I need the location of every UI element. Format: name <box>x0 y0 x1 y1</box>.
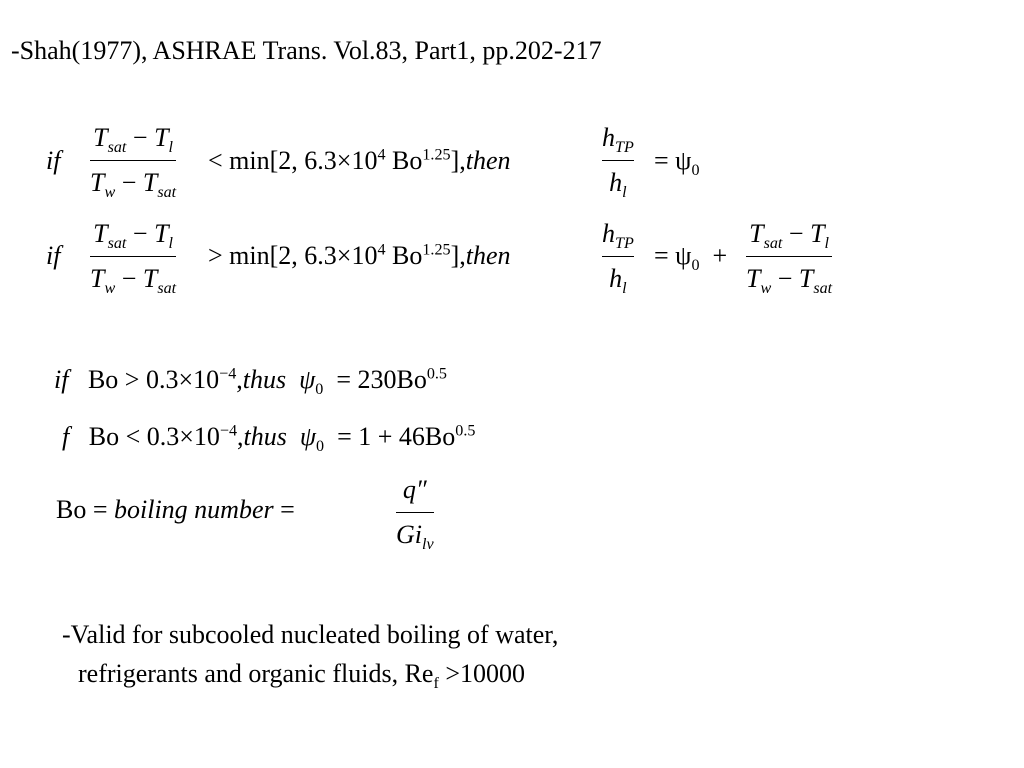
eq1-ratio-numerator: $T_{sat} - T_l$ <box>93 123 174 157</box>
eq1-hl: $h_l$ <box>609 168 627 202</box>
eq5-denominator: $Gi_{lv}$ <box>396 520 434 554</box>
eq5-numerator: q″ <box>402 475 427 504</box>
eq1-htp: $h_{TP}$ <box>602 123 634 157</box>
eq5-heat-flux-ratio <box>396 475 434 554</box>
eq5-lhs: Bo = boiling number = <box>56 495 295 524</box>
eq2-ratio-fraction-bar <box>90 256 176 257</box>
eq2-htp: $h_{TP}$ <box>602 219 634 253</box>
eq2-added-denominator: $T_w - T_{sat}$ <box>746 264 833 298</box>
note-line-1: -Valid for subcooled nucleated boiling of water, <box>62 620 559 649</box>
equation-4: f $Bo < 0.3\times 10^{-4},thus$ $\psi_0 = 1 + 46Bo^{0.5}$ <box>62 422 476 456</box>
eq2-added-temperature-ratio <box>746 219 833 298</box>
eq2-condition: > min[2, $6.3\times 10^4$ $Bo^{1.25}],then$ <box>208 241 511 270</box>
eq2-heat-transfer-ratio <box>602 219 634 298</box>
validity-note <box>62 615 558 693</box>
eq2-ratio-denominator: $T_w - T_{sat}$ <box>90 264 177 298</box>
eq2-temperature-ratio <box>90 219 177 298</box>
eq2-result: = $\psi_0$ + <box>654 241 728 275</box>
note-line-2: refrigerants and organic fluids, $Re_f >10000$ <box>78 659 526 693</box>
eq2-hl: $h_l$ <box>609 264 627 298</box>
eq1-temperature-ratio <box>90 123 177 202</box>
equation-3: if $Bo > 0.3\times 10^{-4},thus$ $\psi_0 = 230Bo^{0.5}$ <box>54 365 447 399</box>
eq2-h-fraction-bar <box>602 256 634 257</box>
eq2-if: if <box>46 241 61 270</box>
eq1-ratio-denominator: $T_w - T_{sat}$ <box>90 168 177 202</box>
eq2-ratio-numerator: $T_{sat} - T_l$ <box>93 219 174 253</box>
reference-citation: -Shah(1977), ASHRAE Trans. Vol.83, Part1, pp.202-217 <box>11 36 602 65</box>
eq2-added-numerator: $T_{sat} - T_l$ <box>749 219 830 253</box>
eq1-if: if <box>46 146 61 175</box>
eq1-ratio-fraction-bar <box>90 160 176 161</box>
eq1-result: = $\psi_0$ <box>654 146 700 180</box>
eq1-condition: < min[2, $6.3\times 10^4$ $Bo^{1.25}],then$ <box>208 146 511 175</box>
eq1-h-fraction-bar <box>602 160 634 161</box>
eq2-added-fraction-bar <box>746 256 832 257</box>
eq5-fraction-bar <box>396 512 434 513</box>
eq1-heat-transfer-ratio <box>602 123 634 202</box>
